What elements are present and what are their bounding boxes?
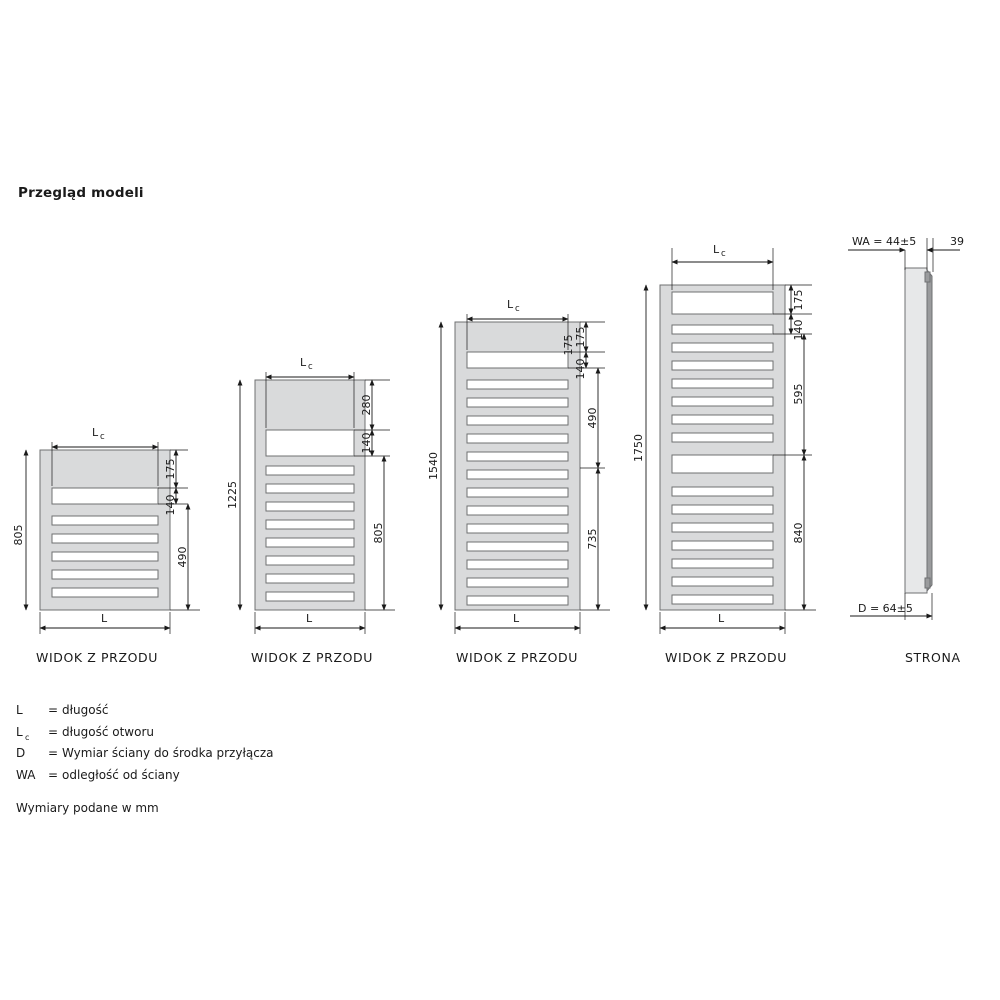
view-label-1: WIDOK Z PRZODU bbox=[36, 650, 159, 665]
svg-text:L: L bbox=[718, 612, 725, 625]
svg-text:c: c bbox=[515, 304, 520, 314]
svg-text:175: 175 bbox=[562, 334, 575, 356]
svg-text:Wymiary podane w mm: Wymiary podane w mm bbox=[16, 801, 159, 815]
side-39-dim: 39 bbox=[950, 235, 964, 248]
svg-text:1540: 1540 bbox=[427, 452, 440, 480]
svg-text:595: 595 bbox=[792, 383, 805, 405]
svg-text:c: c bbox=[100, 432, 105, 442]
svg-text:805: 805 bbox=[372, 522, 385, 544]
side-d-dim: D = 64±5 bbox=[858, 602, 913, 615]
svg-text:805: 805 bbox=[12, 524, 25, 546]
svg-text:długość otworu: długość otworu bbox=[62, 725, 154, 739]
svg-text:L: L bbox=[16, 725, 23, 739]
model-3-group bbox=[427, 298, 610, 665]
svg-text:840: 840 bbox=[792, 522, 805, 544]
svg-text:490: 490 bbox=[586, 407, 599, 429]
view-label-4: WIDOK Z PRZODU bbox=[665, 650, 788, 665]
svg-text:=: = bbox=[48, 768, 59, 782]
svg-text:175: 175 bbox=[164, 458, 177, 480]
svg-text:140: 140 bbox=[164, 494, 177, 516]
legend-group bbox=[16, 703, 273, 815]
svg-text:L: L bbox=[713, 243, 720, 256]
svg-text:L: L bbox=[507, 298, 514, 311]
svg-text:c: c bbox=[25, 733, 30, 742]
svg-text:140: 140 bbox=[792, 319, 805, 341]
model-2-group bbox=[226, 356, 395, 665]
svg-text:D: D bbox=[16, 746, 26, 760]
svg-text:Wymiar ściany do środka przyłą: Wymiar ściany do środka przyłącza bbox=[62, 746, 274, 760]
svg-text:280: 280 bbox=[360, 394, 373, 416]
svg-text:140: 140 bbox=[360, 432, 373, 454]
svg-text:c: c bbox=[721, 249, 726, 259]
svg-text:175: 175 bbox=[574, 326, 587, 348]
model-4-group bbox=[632, 243, 816, 665]
svg-text:175: 175 bbox=[792, 289, 805, 311]
svg-text:140: 140 bbox=[574, 358, 587, 380]
svg-text:=: = bbox=[48, 703, 59, 717]
page-title: Przegląd modeli bbox=[18, 185, 144, 201]
svg-text:c: c bbox=[308, 362, 313, 372]
svg-text:WA: WA bbox=[16, 768, 36, 782]
view-label-3: WIDOK Z PRZODU bbox=[456, 650, 579, 665]
svg-text:1225: 1225 bbox=[226, 481, 239, 509]
svg-text:L: L bbox=[300, 356, 307, 369]
model-1-group bbox=[12, 426, 200, 665]
svg-text:=: = bbox=[48, 746, 59, 760]
view-label-side: STRONA bbox=[905, 650, 961, 665]
view-label-2: WIDOK Z PRZODU bbox=[251, 650, 374, 665]
svg-text:1750: 1750 bbox=[632, 434, 645, 462]
svg-text:długość: długość bbox=[62, 703, 109, 717]
svg-text:735: 735 bbox=[586, 528, 599, 550]
svg-text:odległość od ściany: odległość od ściany bbox=[62, 768, 180, 782]
side-view-group bbox=[848, 235, 964, 665]
svg-text:L: L bbox=[92, 426, 99, 439]
svg-text:L: L bbox=[101, 612, 108, 625]
svg-text:L: L bbox=[513, 612, 520, 625]
svg-text:L: L bbox=[16, 703, 23, 717]
svg-text:=: = bbox=[48, 725, 59, 739]
side-wa-dim: WA = 44±5 bbox=[852, 235, 917, 248]
svg-text:L: L bbox=[306, 612, 313, 625]
svg-text:490: 490 bbox=[176, 546, 189, 568]
